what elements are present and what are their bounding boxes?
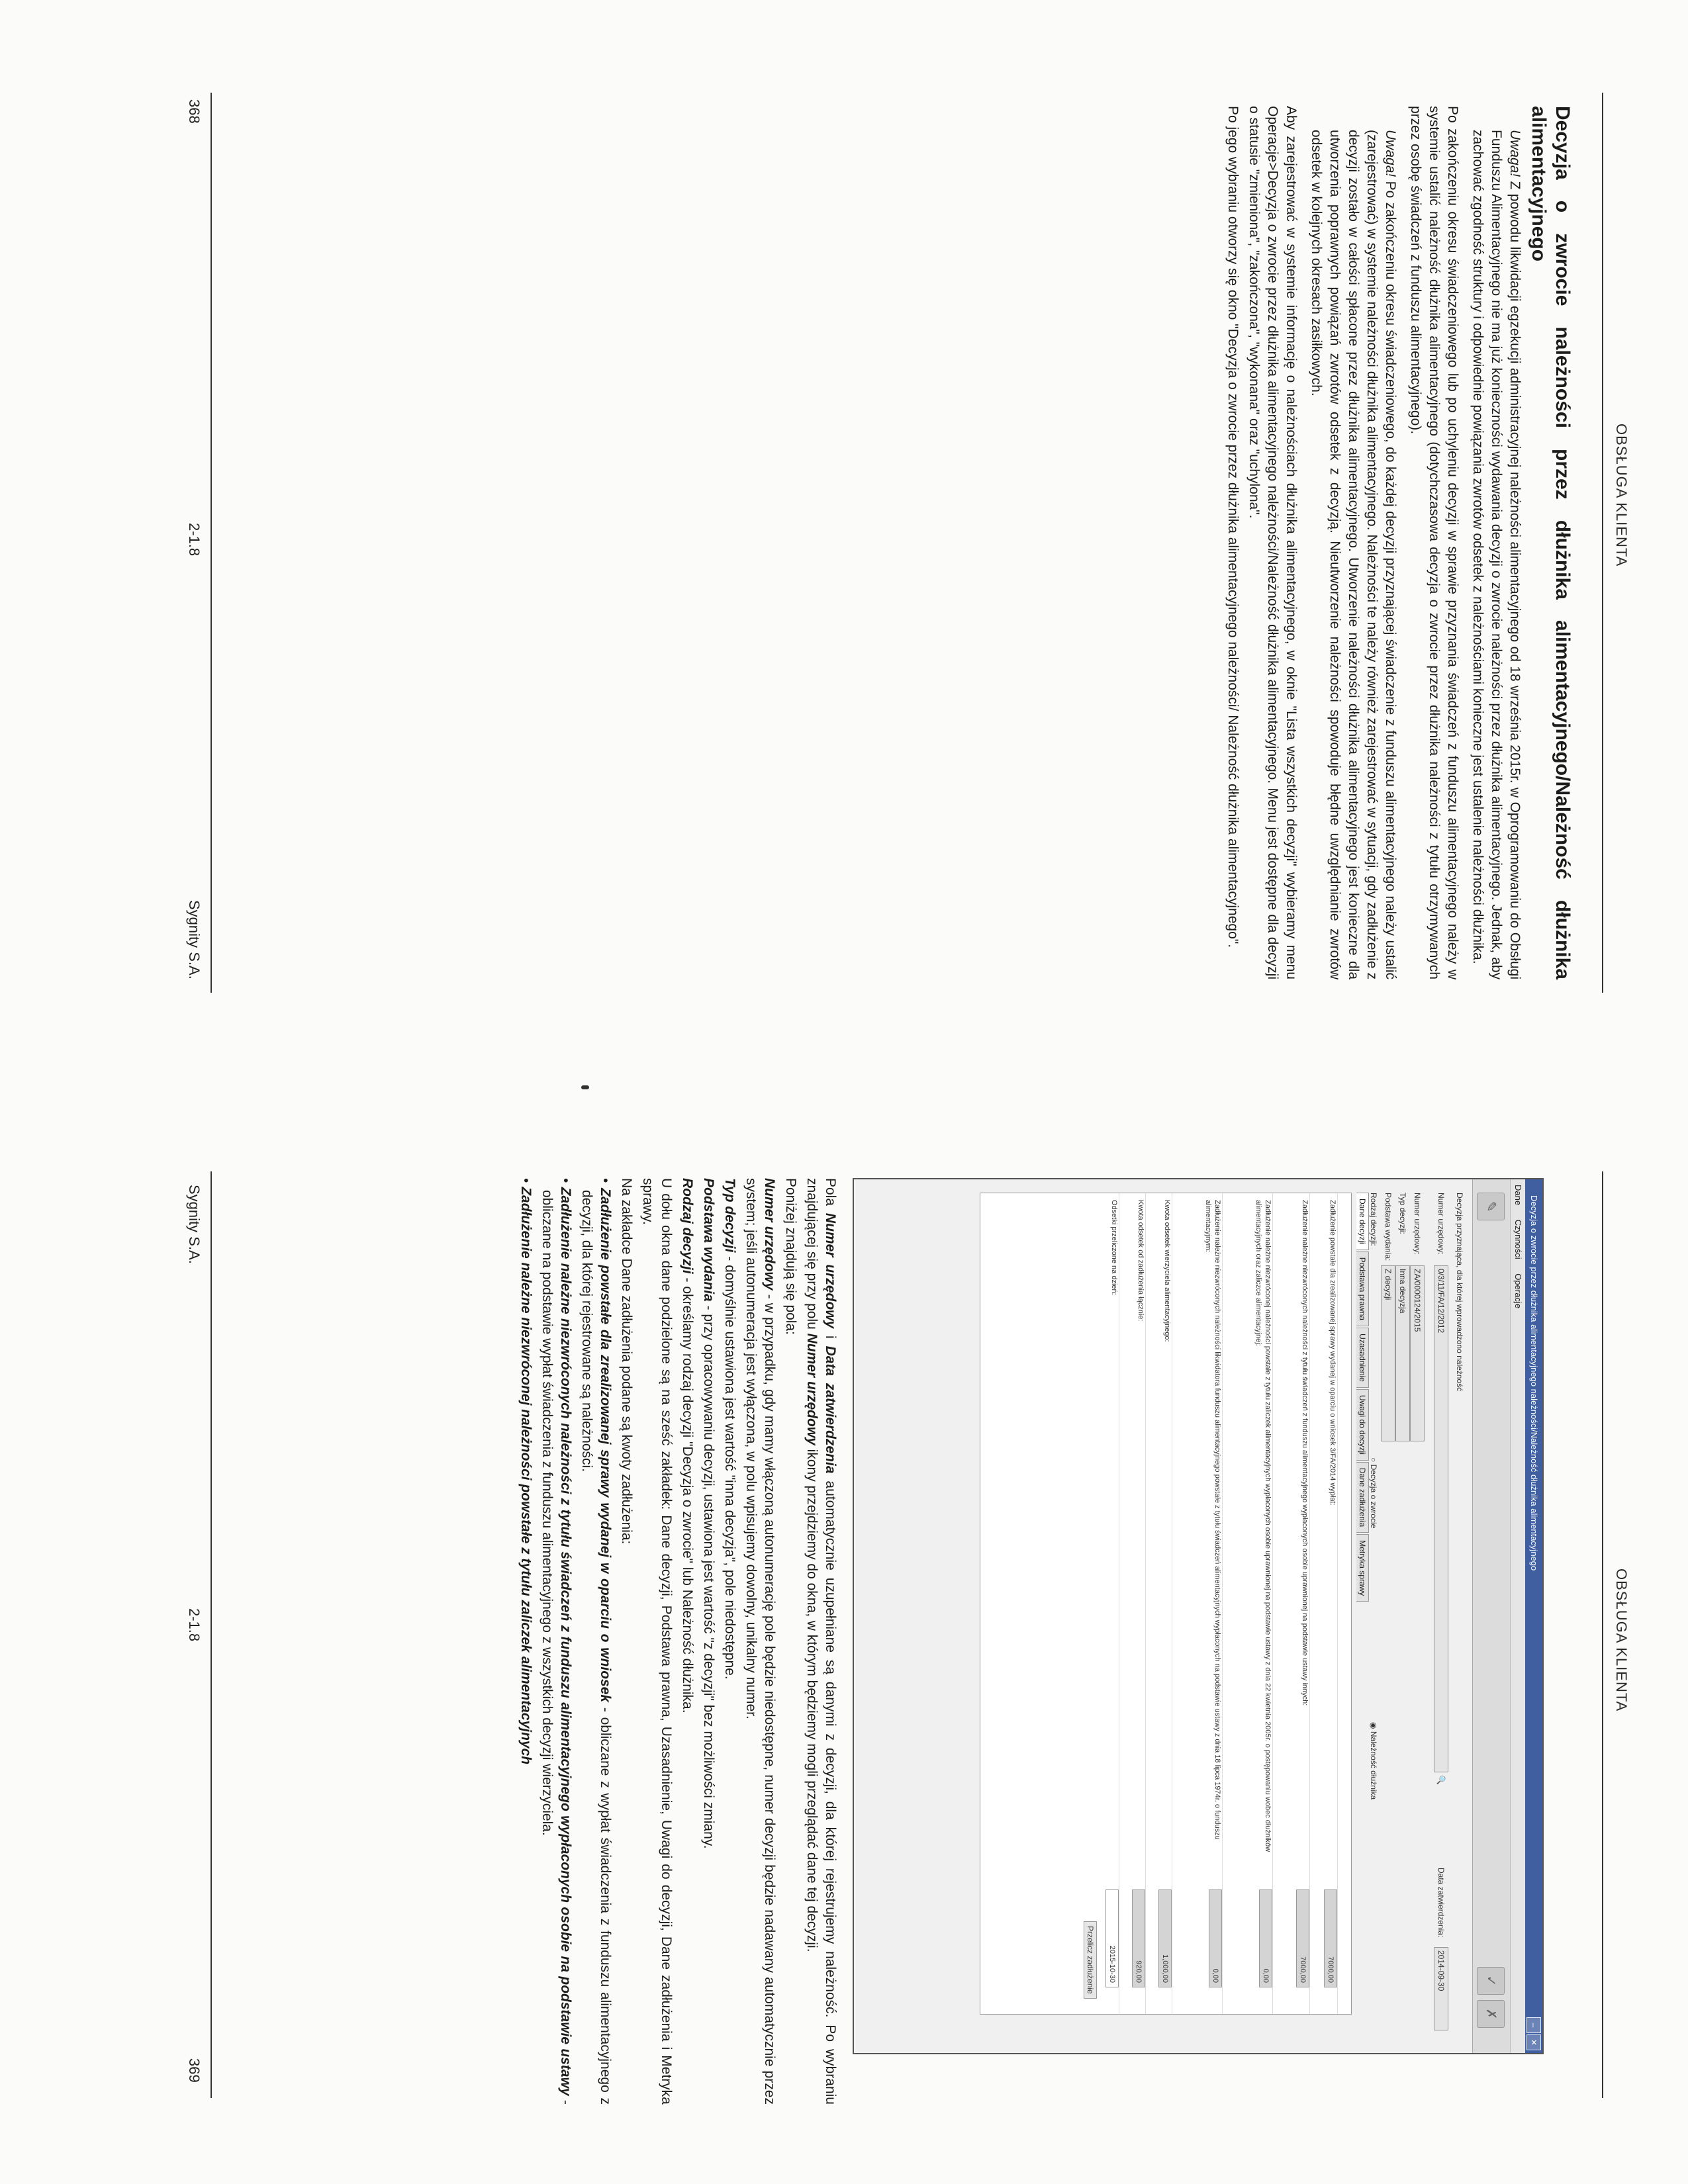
right-page-body xyxy=(514,1178,839,2105)
menu-czynnosci[interactable]: Czynności xyxy=(1513,1219,1523,1259)
text: - określamy rodzaj decyzji "Decyzja o zwrocie" lub Należność dłużnika. xyxy=(680,1273,695,1713)
paragraph xyxy=(802,1178,839,2105)
row-label: Kwota odsetek od zadłużenia łącznie: xyxy=(1137,1200,1145,1322)
text: Numer urzędowy xyxy=(804,1333,820,1445)
note-1 xyxy=(1468,130,1524,979)
text: automatycznie uzupełniane są danymi z decyzji, dla której rejestrujemy należność. Po wybraniu znajdującej się przy polu xyxy=(804,1178,838,2105)
row-label: Zadłużenie należne niezwróconych należności z tytułu świadczeń z funduszu alimentacyjnego wypłaconych osobie uprawnionej na podstawie ustawy innych: xyxy=(1301,1200,1309,1706)
basis-field: Z decyzji xyxy=(1381,1265,1395,1441)
tab-uzasadnienie[interactable]: Uzasadnienie xyxy=(1356,1328,1369,1388)
field-name: Numer urzędowy xyxy=(762,1178,777,1291)
page-number: 368 xyxy=(186,99,203,124)
podstawa-label: Podstawa wydania: xyxy=(1383,1193,1393,1261)
left-page-body xyxy=(1221,106,1574,979)
text: i xyxy=(823,1328,838,1346)
row-value: 0,00 xyxy=(1259,1889,1272,1987)
table-row xyxy=(1125,1193,1146,2014)
list-item: • Zadłużenie należne niezwróconych należności z tytułu świadczeń z funduszu alimentacyjnego wypłaconych osobie na podstawie ustawy - obliczane na podstawie wypłat świadczenia z funduszu alimentacyjnego z wszystkich decyzji wierzyciela. xyxy=(539,1178,573,2105)
row-label: Zadłużenie należne niezwróconych należności likwidatora funduszu alimentacyjnego powstałe z tytułu świadczeń alimentacyjnych wypłaconych na podstawie ustawy z dnia 18 lipca 1974r. o funduszu alimentacyjnym: xyxy=(1204,1200,1221,1840)
row-value: 1,000,00 xyxy=(1158,1889,1172,1987)
tab-dane-zadluzenia[interactable]: Dane zadłużenia xyxy=(1356,1462,1369,1533)
close-icon[interactable]: ✕ xyxy=(1526,2034,1541,2050)
data-zatwierdzenia-label: Data zatwierdzenia: xyxy=(1436,1868,1446,1938)
field-name: Zadłużenie należne niezwróconych należności z tytułu świadczeń z funduszu alimentacyjnego wypłaconych osobie na podstawie ustawy xyxy=(558,1187,573,2096)
header-rule xyxy=(1602,93,1603,993)
tab-uwagi[interactable]: Uwagi do decyzji xyxy=(1356,1389,1369,1461)
company-name: Sygnity S.A. xyxy=(186,1185,203,1264)
paragraph xyxy=(678,1178,696,2105)
field-name: Zadłużenie należne niezwróconej należności powstałe z tytułu zaliczek alimentacyjnych xyxy=(518,1187,534,1765)
paragraph: U dołu okna dane podzielone są na sześć zakładek: Dane decyzji, Podstawa prawna, Uzasadnienie, Uwagi do decyzji, Dane zadłużenia i Metryka sprawy. xyxy=(640,1178,674,2105)
text: - w przypadku, gdy mamy włączoną autonumerację pole będzie niedostępne, numer decyzji będzie nadawany automatycznie przez system; jeśli autonumeracja jest wyłączona, w polu wpisujemy dowolny, unikalny numer. xyxy=(743,1178,777,2105)
search-icon[interactable]: 🔍 xyxy=(1436,1775,1446,1785)
minimize-icon[interactable]: – xyxy=(1526,2017,1541,2033)
row-value: 7000,00 xyxy=(1324,1889,1337,1987)
footer-rule xyxy=(211,1171,212,2098)
menu-bar xyxy=(1510,1179,1525,2053)
table-row xyxy=(1152,1193,1172,2014)
field-name: Zadłużenie powstałe dla zrealizowanej sprawy wydanej w oparciu o wniosek xyxy=(598,1188,613,1703)
rodzaj-label: Rodzaj decyzji: xyxy=(1369,1193,1378,1246)
row-value: 0,00 xyxy=(1209,1889,1222,1987)
table-row xyxy=(1099,1193,1119,2014)
radio-naleznosc-dluznika[interactable]: ◉ Należność dłużnika xyxy=(1369,1722,1378,1800)
header-rule xyxy=(1602,1171,1603,2098)
recalc-date-field[interactable]: 2015-10-30 xyxy=(1105,1889,1119,1987)
source-decision-caption: Decyzja przyznająca, dla której wprowadzono należność xyxy=(1455,1193,1464,1392)
radio-decyzja-o-zwrocie[interactable]: ○ Decyzja o zwrocie xyxy=(1369,1457,1378,1529)
text: ikony przejdziemy do okna, w którym będziemy mogli przeglądać dane tej decyzji. xyxy=(804,1445,820,1952)
radio-label: Należność dłużnika xyxy=(1369,1731,1378,1800)
row-label: Zadłużenie należne niezwróconej należności powstałe z tytułu zaliczek alimentacyjnych wypłaconych osobie uprawnionej na podstawie ustawy z dnia 22 kwietnia 2005r. o postępowaniu wobec dłużników alimentacyjnych oraz zaliczce alimentacyjnej: xyxy=(1254,1200,1272,1852)
cancel-icon[interactable]: ✗ xyxy=(1477,2000,1505,2028)
row-label: Zadłużenie powstałe dla zrealizowanej sprawy wydanej w oparciu o wniosek 3/FA/2014 wypłat: xyxy=(1329,1200,1336,1506)
section-number: 2-1.8 xyxy=(186,523,203,557)
menu-operacje[interactable]: Operacje xyxy=(1513,1273,1523,1309)
section-number: 2-1.8 xyxy=(186,1608,203,1642)
paragraph: Poniżej znajdują się pola: xyxy=(783,1178,798,1335)
text: Data zatwierdzenia xyxy=(823,1345,838,1474)
running-head: OBSŁUGA KLIENTA xyxy=(1613,1569,1630,1712)
page-number: 369 xyxy=(186,2058,203,2083)
table-row xyxy=(1182,1193,1223,2014)
window-title: Decyzja o zwrocie przez dłużnika alimentacyjnego należności/Należność dłużnika alimentacyjnego xyxy=(1529,1195,1539,1571)
typ-label: Typ decyzji: xyxy=(1398,1193,1407,1234)
field-name: Podstawa wydania xyxy=(701,1178,716,1302)
section-title: Decyzja o zwrocie należności przez dłużnika alimentacyjnego/Należność dłużnika alimentacyjnego xyxy=(1528,106,1573,979)
note-2 xyxy=(1307,130,1399,979)
note-text: Z powodu likwidacji egzekucji administracyjnej należności alimentacyjnego od 18 września 2015r. w Oprogramowaniu do Obsługi Funduszu Alimentacyjnego nie ma już konieczności wydawania decyzji o zwrocie należności przez dłużnika alimentacyjnego. Jednak, aby zachować zgodność struktury i odpowiednie powiązania zwrotów odsetek z należnościami konieczne jest ustalenie należności dłużnika. xyxy=(1470,130,1523,979)
decision-type-field: Inna decyzja xyxy=(1395,1265,1410,1441)
nr-label: Numer urzędowy: xyxy=(1413,1193,1422,1255)
paragraph xyxy=(699,1178,718,2105)
text: - obliczane z wypłat świadczenia z funduszu alimentacyjnego z decyzji, dla której rejestrowane są należności. xyxy=(579,1190,613,2105)
field-name: Rodzaj decyzji xyxy=(680,1178,695,1274)
table-row xyxy=(1317,1193,1338,2014)
row-value: 920,00 xyxy=(1132,1889,1145,1987)
paragraph: Na zakładce Dane zadłużenia podane są kwoty zadłużenia: xyxy=(619,1178,634,1545)
tab-metryka[interactable]: Metryka sprawy xyxy=(1356,1534,1369,1602)
edit-icon[interactable]: ✎ xyxy=(1477,1193,1505,1220)
recalculate-button[interactable]: Przelicz zadłużenie xyxy=(1084,1921,1097,1999)
footer-rule xyxy=(211,93,212,993)
approval-date-field: 2014-09-30 xyxy=(1434,1947,1448,2030)
text: - domyślnie ustawiona jest wartość "inna decyzja", pole niedostępne. xyxy=(722,1252,737,1680)
paragraph xyxy=(720,1178,739,2105)
debt-table xyxy=(980,1193,1352,2015)
text: Numer urzędowy xyxy=(823,1212,838,1329)
decision-number-field: ZA/0000124/2015 xyxy=(1410,1265,1425,1441)
scan-speck xyxy=(581,1085,589,1089)
note-lead: Uwaga! xyxy=(1507,130,1523,177)
paragraph: Po zakończeniu okresu świadczeniowego lub po uchyleniu decyzji w sprawie przyznania świadczeń z funduszu alimentacyjnego należy w systemie ustalić należność dłużnika alimentacyjnego (dotychczasowa decyzja o zwrocie przez dłużnika należności z tytułu otrzymywanych przez osobę świadczeń z funduszu alimentacyjnego). xyxy=(1408,106,1460,979)
row-value: 7000,00 xyxy=(1296,1889,1309,1987)
row-label: Kwota odsetek wierzyciela alimentacyjnego: xyxy=(1163,1200,1171,1342)
text: Pola xyxy=(823,1178,838,1213)
toolbar xyxy=(1472,1179,1510,2053)
save-icon[interactable]: ✓ xyxy=(1477,1967,1505,1995)
window-titlebar[interactable] xyxy=(1525,1179,1542,2053)
note-text: Po zakończeniu okresu świadczeniowego, do każdej decyzji przyznającej świadczenie z funduszu alimentacyjnego należy ustalić (zarejestrować) w systemie należności dłużnika alimentacyjnego. Należności te należy również zarejestrować w sytuacji, gdy zadłużenie z decyzji zostało w całości spłacone przez dłużnika alimentacyjnego. Utworzenie należności dłużnika alimentacyjnego jest konieczne dla utworzenia poprawnych powiązań zwrotów odsetek z decyzją. Nieutworzenie należności spowoduje błędne uwzględnianie zwrotów odsetek w kolejnych okresach zasiłkowych. xyxy=(1309,130,1398,979)
tab-podstawa-prawna[interactable]: Podstawa prawna xyxy=(1356,1251,1369,1326)
field-name: Typ decyzji xyxy=(722,1178,737,1253)
decision-window[interactable] xyxy=(853,1178,1544,2054)
table-row xyxy=(1233,1193,1273,2014)
page-369 xyxy=(0,1092,1688,2184)
list-item: • Zadłużenie powstałe dla zrealizowanej sprawy wydanej w oparciu o wniosek - obliczane z wypłat świadczenia z funduszu alimentacyjnego z decyzji, dla której rejestrowane są należności. xyxy=(579,1178,613,2105)
source-number-field: 0/3/11/FA/12/2012 xyxy=(1434,1265,1448,1772)
row-label: Odsetki przeliczone na dzień: xyxy=(1110,1200,1118,1295)
numer-urzedowy-label: Numer urzędowy: xyxy=(1436,1193,1446,1255)
paragraph xyxy=(741,1178,778,2105)
company-name: Sygnity S.A. xyxy=(186,900,203,979)
running-head: OBSŁUGA KLIENTA xyxy=(1613,424,1630,567)
paragraph: Po jego wybraniu otworzy się okno "Decyzja o zwrocie przez dłużnika alimentacyjnego należności/ Należność dłużnika alimentacyjnego". xyxy=(1225,106,1241,948)
table-row xyxy=(1282,1193,1310,2014)
radio-label: Decyzja o zwrocie xyxy=(1369,1464,1378,1529)
text: - obliczane na podstawie wypłat świadczenia z funduszu alimentacyjnego z wszystkich decyzji wierzyciela. xyxy=(539,1190,573,2105)
list-item: • Zadłużenie należne niezwróconej należności powstałe z tytułu zaliczek alimentacyjnych xyxy=(518,1178,534,1765)
paragraph: Aby zarejestrować w systemie informację o należnościach dłużnika alimentacyjnego, w oknie "Lista wszystkich decyzji" wybieramy menu Operacje>Decyzja o zwrocie przez dłużnika alimentacyjnego należności/Należność dłużnika alimentacyjnego. Menu jest dostępne dla decyzji o statusie "zmieniona", "zakończona", "wykonana" oraz "uchylona". xyxy=(1246,106,1299,979)
tab-strip xyxy=(1356,1193,1369,1603)
menu-dane[interactable]: Dane xyxy=(1513,1185,1523,1206)
text: - przy opracowywaniu decyzji, ustawiona jest wartość "z decyzji" bez możliwości zmiany. xyxy=(701,1301,716,1849)
tab-dane-decyzji[interactable]: Dane decyzji xyxy=(1356,1193,1369,1250)
note-lead: Uwaga! xyxy=(1383,130,1398,177)
